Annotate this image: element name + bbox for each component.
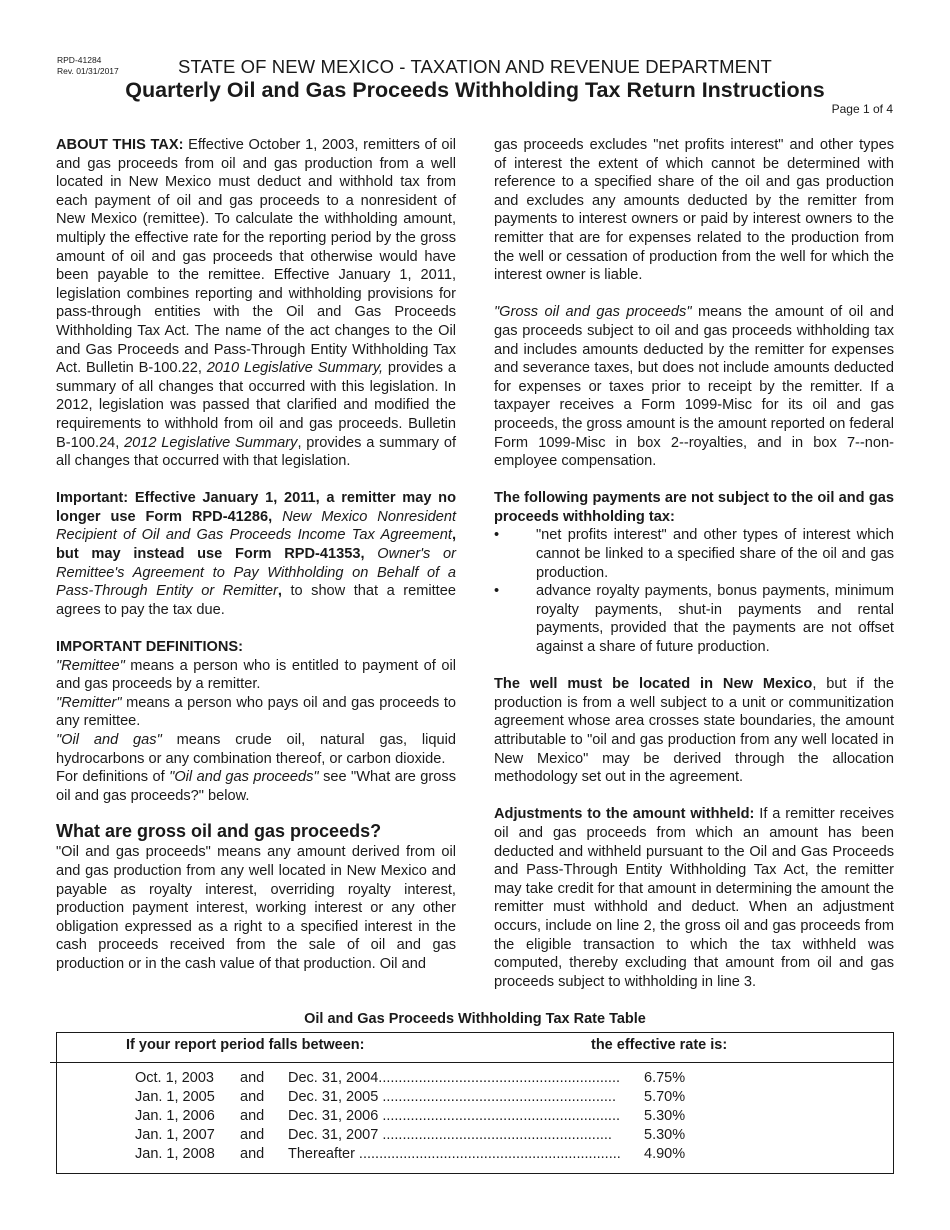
about-heading: ABOUT THIS TAX: (56, 137, 184, 153)
list-item: • "net profits interest" and other types of interest which cannot be linked to a specified share of the oil and gas production. (494, 527, 894, 581)
table-row: Jan. 1, 2007 and Dec. 31, 2007 ......................................................... 5.30% (135, 1127, 686, 1143)
department-name: STATE OF NEW MEXICO - TAXATION AND REVENUE DEPARTMENT (178, 56, 772, 77)
bullet-icon: • (494, 583, 500, 600)
table-row: Jan. 1, 2008 and Thereafter ................................................................. 4.90% (135, 1146, 686, 1162)
important-paragraph: Important: Effective January 1, 2011, a remitter may no longer use Form RPD-41286, New Mexico Nonresident Recipient of Oil and Gas Proceeds Income Tax Agreement, but may instead use Form RPD-41353, Owner's or Remittee's Agreement to Pay Withholding on Behalf of a Pass-Through Entity or Remitter, to show that a remittee agrees to pay the tax due. (56, 490, 457, 618)
proceeds-paragraph-left: "Oil and gas proceeds" means any amount derived from oil and gas production from any well located in New Mexico and payable as royalty interest, overriding royalty interest, production payment interest, working interest or any other obligation expressed as a right to a specified interest in the cash proceeds received from the sale of oil and gas production or in the cash value of that production. Oil and (56, 844, 456, 972)
left-column (56, 136, 456, 974)
rate-table-header-rate: the effective rate is: (591, 1037, 728, 1053)
gross-proceeds-definition: "Gross oil and gas proceeds" means the amount of oil and gas proceeds subject to oil and gas proceeds withholding tax and includes amounts deducted by the remitter for expenses and severance taxes, but does not include amounts deducted for expenses or taxes prior to receipt by the remitter. If a taxpayer receives a Form 1099-Misc for its oil and gas proceeds, the gross amount is the amount reported on federal Form 1099-Misc in box 2--royalties, and in box 7--non-employee compensation. (494, 304, 894, 470)
well-location-paragraph: The well must be located in New Mexico, but if the production is from a well subject to a unit or communitization agreement whose area crosses state boundaries, the amount attributable to "oil and gas production from any well located in New Mexico" may be derived through the allocation methodology set out in the agreement. (494, 676, 894, 786)
form-revision: Rev. 01/31/2017 (57, 66, 119, 76)
right-column (494, 136, 894, 991)
definition-see-proceeds: For definitions of "Oil and gas proceeds" see "What are gross oil and gas proceeds?" below. (56, 769, 456, 804)
table-row: Jan. 1, 2005 and Dec. 31, 2005 .......................................................... 5.70% (135, 1089, 686, 1105)
not-subject-heading: The following payments are not subject to the oil and gas proceeds withholding tax: (494, 490, 894, 525)
rate-table-divider (57, 1062, 893, 1063)
proceeds-paragraph-right: gas proceeds excludes "net profits interest" and other types of interest the extent of which cannot be determined with reference to a specified share of the oil and gas production and excludes any amounts deducted by the remitter from payments to interest owners or paid by interest owners to the remitter that are for expenses related to the production from the well or cessation of production from the well for which the interest owner is liable. (494, 137, 894, 284)
list-item: • advance royalty payments, bonus payments, minimum royalty payments, shut-in payments and rental payments, provided that the payments are not offset against a share of future production. (494, 583, 894, 656)
table-row: Oct. 1, 2003 and Dec. 31, 2004............................................................ 6.75% (135, 1070, 686, 1086)
rate-table (56, 1032, 894, 1174)
adjustments-paragraph: Adjustments to the amount withheld: If a remitter receives oil and gas proceeds from which an amount has been deducted and withheld pursuant to the Oil and Gas Proceeds and Pass-Through Entity Withholding Tax Act, the remitter may take credit for that amount in determining the amount the remitter must withhold and deduct. When an adjustment occurs, include on line 2, the gross oil and gas proceeds from the eligible transaction to which the tax withheld was computed, thereby excluding that amount from oil and gas proceeds subject to withholding in line 3. (494, 806, 894, 990)
page-number: Page 1 of 4 (831, 102, 893, 116)
section-heading-gross-proceeds: What are gross oil and gas proceeds? (56, 821, 382, 842)
definition-remittee: "Remittee" means a person who is entitled to payment of oil and gas proceeds by a remitter. (56, 657, 456, 693)
page-title: Quarterly Oil and Gas Proceeds Withholding Tax Return Instructions (125, 78, 825, 102)
not-subject-list (494, 526, 894, 656)
rate-table-title: Oil and Gas Proceeds Withholding Tax Rate Table (304, 1011, 646, 1027)
table-row: Jan. 1, 2006 and Dec. 31, 2006 ........................................................... 5.30% (135, 1108, 686, 1124)
definition-oil-and-gas: "Oil and gas" means crude oil, natural gas, liquid hydrocarbons or any combination thereof, or carbon dioxide. (56, 732, 456, 767)
bullet-icon: • (494, 527, 500, 544)
definition-remitter: "Remitter" means a person who pays oil and gas proceeds to any remittee. (56, 694, 456, 730)
definitions-heading: IMPORTANT DEFINITIONS: (56, 639, 244, 656)
about-paragraph: ABOUT THIS TAX: Effective October 1, 2003, remitters of oil and gas proceeds from oil and gas production from a well located in New Mexico must deduct and withhold tax from each payment of oil and gas proceeds to a nonresident of New Mexico (remittee). To calculate the withholding amount, multiply the effective rate for the reporting period by the gross amount of oil and gas proceeds that otherwise would have been payable to the remittee. Effective January 1, 2011, legislation combines reporting and withholding provisions for pass-through entities with the Oil and Gas Proceeds Withholding Tax Act. The name of the act changes to the Oil and Gas Proceeds and Pass-Through Entity Withholding Tax Act. Bulletin B-100.22, 2010 Legislative Summary, provides a summary of all changes that occurred with this legislation. In 2012, legislation was passed that clarified and modified the requirements to withhold from oil and gas proceeds. Bulletin B-100.24, 2012 Legislative Summary, provides a summary of all changes that occurred with that legislation. (56, 137, 457, 470)
rate-table-body (135, 1069, 685, 1164)
form-id: RPD-41284 (57, 55, 102, 65)
rate-table-header-period: If your report period falls between: (126, 1037, 365, 1053)
